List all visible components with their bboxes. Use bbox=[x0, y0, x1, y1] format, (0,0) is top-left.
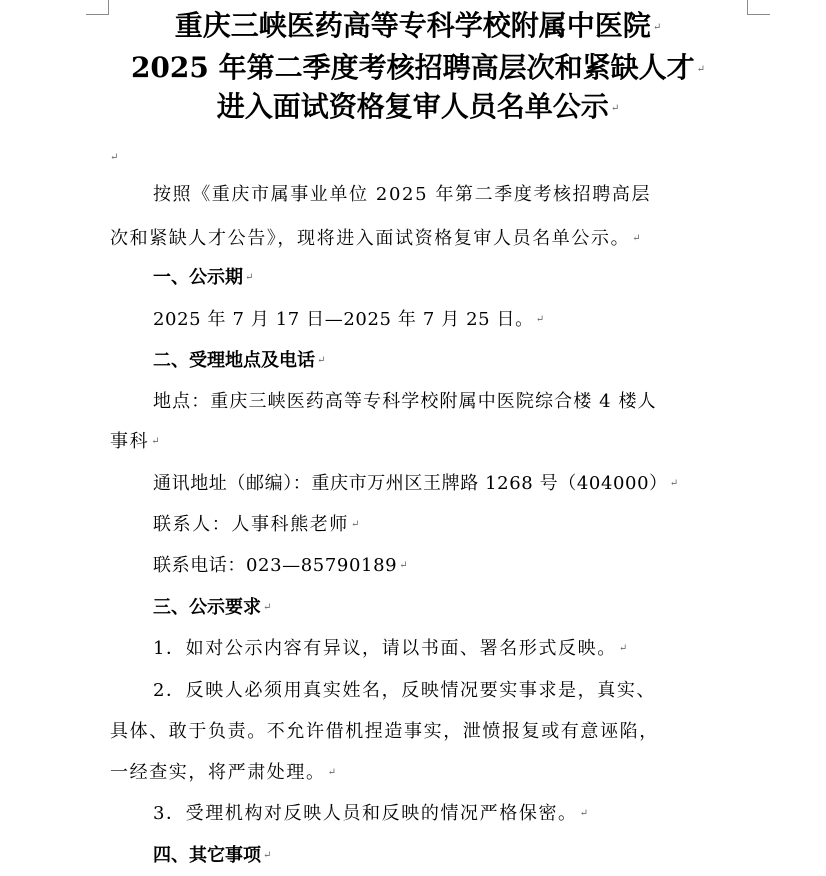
section-3-item-2-line-3 bbox=[110, 760, 336, 786]
paragraph-mark-icon: ↵ bbox=[696, 63, 706, 75]
section-2-contact-text: 联系人：人事科熊老师 bbox=[153, 514, 349, 535]
section-1-heading bbox=[153, 265, 253, 291]
paragraph-mark-icon: ↵ bbox=[669, 478, 679, 489]
section-1-period-text: 2025 年 7 月 17 日—2025 年 7 月 25 日。 bbox=[153, 309, 534, 330]
paragraph-mark-icon: ↵ bbox=[151, 436, 160, 447]
section-3-item-2-line-3-text: 一经查实，将严肃处理。 bbox=[110, 762, 326, 783]
paragraph-mark-icon: ↵ bbox=[632, 233, 641, 244]
title-line-2-text: 2025 年第二季度考核招聘高层次和紧缺人才 bbox=[130, 51, 695, 84]
section-4-heading-text: 四、其它事项 bbox=[153, 845, 261, 866]
title-line-3 bbox=[88, 89, 748, 127]
paragraph-mark-icon: ↵ bbox=[245, 272, 254, 283]
section-2-address-text: 通讯地址（邮编）：重庆市万州区王牌路 1268 号（404000） bbox=[153, 473, 668, 494]
paragraph-mark-icon: ↵ bbox=[610, 102, 620, 114]
section-1-heading-text: 一、公示期 bbox=[153, 267, 243, 288]
section-2-location-line-1: 地点：重庆三峡医药高等专科学校附属中医院综合楼 4 楼人 bbox=[153, 391, 657, 412]
section-3-heading bbox=[153, 595, 271, 621]
title-line-2 bbox=[88, 50, 748, 88]
section-3-item-2-line-1: 2．反映人必须用真实姓名，反映情况要实事求是，真实、 bbox=[153, 680, 657, 701]
section-1-period bbox=[153, 307, 544, 333]
paragraph-mark-icon: ↵ bbox=[399, 560, 408, 571]
paragraph-mark-icon: ↵ bbox=[579, 808, 589, 819]
section-3-item-3 bbox=[153, 801, 588, 827]
paragraph-mark-icon: ↵ bbox=[263, 850, 272, 861]
intro-line-2 bbox=[110, 226, 641, 252]
paragraph-mark-icon: ↵ bbox=[652, 21, 662, 33]
section-2-phone-text: 联系电话：023—85790189 bbox=[153, 555, 398, 576]
title-line-1-text: 重庆三峡医药高等专科学校附属中医院 bbox=[174, 9, 651, 42]
section-2-location-line-2 bbox=[110, 429, 160, 455]
section-2-address bbox=[153, 471, 678, 497]
paragraph-mark-icon: ↵ bbox=[317, 355, 326, 366]
section-3-heading-text: 三、公示要求 bbox=[153, 597, 261, 618]
section-2-location-line-2-text: 事科 bbox=[110, 431, 150, 452]
paragraph-mark-icon: ↵ bbox=[535, 314, 545, 325]
title-line-1 bbox=[88, 8, 748, 46]
paragraph-mark-icon: ↵ bbox=[263, 602, 272, 613]
section-3-item-3-text: 3．受理机构对反映人员和反映的情况严格保密。 bbox=[153, 803, 578, 824]
title-line-3-text: 进入面试资格复审人员名单公示 bbox=[216, 90, 609, 123]
intro-line-1: 按照《重庆市属事业单位 2025 年第二季度考核招聘高层 bbox=[153, 184, 652, 205]
section-3-item-1-text: 1．如对公示内容有异议，请以书面、署名形式反映。 bbox=[153, 638, 617, 659]
paragraph-mark-icon: ↵ bbox=[618, 643, 628, 654]
section-3-item-2-line-2: 具体、敢于负责。不允许借机捏造事实，泄愤报复或有意诬陷， bbox=[110, 721, 659, 742]
section-3-item-1 bbox=[153, 636, 627, 662]
section-2-heading-text: 二、受理地点及电话 bbox=[153, 350, 315, 371]
section-4-heading bbox=[153, 843, 271, 869]
section-2-heading bbox=[153, 348, 325, 374]
intro-line-2-text: 次和紧缺人才公告》，现将进入面试资格复审人员名单公示。 bbox=[110, 228, 631, 249]
paragraph-mark-icon: ↵ bbox=[110, 152, 119, 163]
paragraph-mark-icon: ↵ bbox=[327, 767, 336, 778]
section-2-phone bbox=[153, 553, 408, 579]
crop-mark-top-right bbox=[747, 0, 770, 15]
paragraph-mark-icon: ↵ bbox=[351, 519, 360, 530]
section-2-contact bbox=[153, 512, 359, 538]
